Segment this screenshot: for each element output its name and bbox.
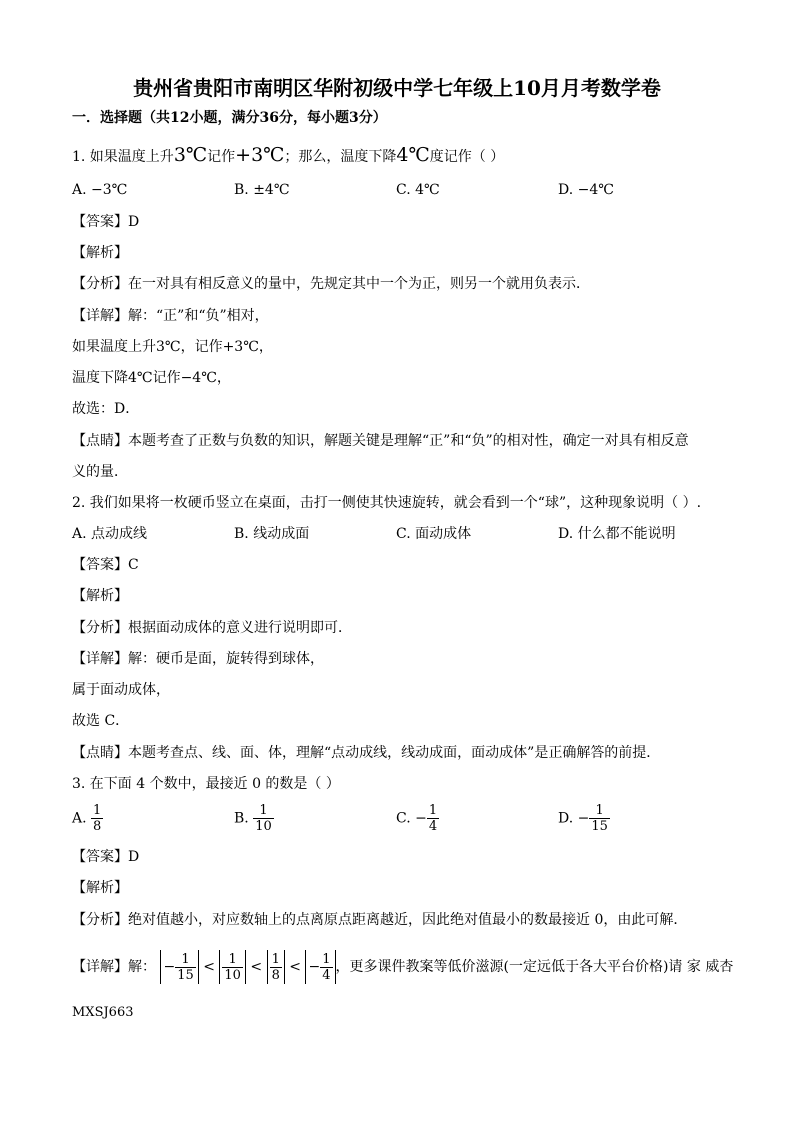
q1-option-d: D. −4℃ (558, 182, 614, 198)
q2-answer: 【答案】C (72, 557, 139, 573)
absolute-value: − $\frac{1}{4}$ (305, 950, 335, 984)
q1-detail-line-2: 如果温度上升3℃，记作+3℃， (72, 339, 273, 355)
q3-detail: 【详解】解： − $\frac{1}{15}$ < $\frac{1}{10}$ < $\frac{1}{8}$ < − $\frac{1}{4}$ ，更多课件教案等低价滋源(一定远低于各大平台价格)请 家 威杏 (72, 951, 734, 983)
question-3-stem: 3. 在下面 4 个数中，最接近 0 的数是（ ） (72, 776, 340, 792)
question-2-stem: 2. 我们如果将一枚硬币竖立在桌面，击打一侧使其快速旋转，就会看到一个“球”，这种现象说明（ ）. (72, 495, 702, 511)
fraction: $\frac{1}{4}$ (428, 803, 438, 834)
q2-option-a: A. 点动成线 (72, 526, 148, 542)
absolute-value: $\frac{1}{8}$ (267, 950, 285, 984)
absolute-value: $\frac{1}{10}$ (219, 950, 246, 984)
q3-option-a: A. $\frac{1}{8}$ (72, 803, 102, 834)
q1-comment: 【点睛】本题考查了正数与负数的知识，解题关键是理解“正”和“负”的相对性，确定一对具有相反意 (72, 433, 689, 449)
q3-option-d: D. − $\frac{1}{15}$ (558, 803, 608, 834)
q3-answer: 【答案】D (72, 849, 140, 865)
q2-detail-line-3: 故选 C． (72, 713, 130, 729)
q2-detail: 【详解】解：硬币是面，旋转得到球体， (72, 651, 324, 667)
fraction: $\frac{1}{15}$ (591, 803, 608, 834)
q3-option-c: C. − $\frac{1}{4}$ (396, 803, 438, 834)
q2-option-d: D. 什么都不能说明 (558, 526, 676, 542)
footer-code: MXSJ663 (72, 1005, 134, 1020)
fraction: $\frac{1}{10}$ (255, 803, 272, 834)
document-title: 贵州省贵阳市南明区华附初级中学七年级上10月月考数学卷 (133, 76, 661, 100)
q1-option-c: C. 4℃ (396, 182, 440, 198)
q1-option-a: A. −3℃ (72, 182, 128, 198)
q1-detail-line-3: 温度下降4℃记作−4℃， (72, 370, 231, 386)
q2-detail-line-2: 属于面动成体， (72, 682, 170, 698)
fraction: $\frac{1}{8}$ (93, 803, 102, 834)
q1-detail: 【详解】解：“正”和“负”相对， (72, 308, 269, 324)
absolute-value: − $\frac{1}{15}$ (160, 950, 198, 984)
q1-answer: 【答案】D (72, 214, 140, 230)
q1-jiexi: 【解析】 (72, 245, 128, 261)
q1-detail-line-4: 故选：D． (72, 401, 140, 417)
question-1-stem: 1. 如果温度上升3℃记作+3℃；那么，温度下降4℃度记作（ ） (72, 144, 505, 166)
q2-comment: 【点睛】本题考查点、线、面、体，理解“点动成线，线动成面，面动成体”是正确解答的前提． (72, 745, 661, 761)
q1-analysis: 【分析】在一对具有相反意义的量中，先规定其中一个为正，则另一个就用负表示． (72, 276, 590, 292)
section-heading: 一．选择题（共12小题，满分36分，每小题3分） (72, 110, 387, 126)
q3-jiexi: 【解析】 (72, 880, 128, 896)
q2-option-c: C. 面动成体 (396, 526, 472, 542)
q2-analysis: 【分析】根据面动成体的意义进行说明即可． (72, 620, 352, 636)
q2-option-b: B. 线动成面 (234, 526, 310, 542)
q1-option-b: B. ±4℃ (234, 182, 290, 198)
q2-jiexi: 【解析】 (72, 588, 128, 604)
q3-analysis: 【分析】绝对值越小，对应数轴上的点离原点距离越近，因此绝对值最小的数最接近 0，由此可解． (72, 912, 688, 928)
q3-option-b: B. $\frac{1}{10}$ (234, 803, 272, 834)
q1-comment-line-2: 义的量． (72, 464, 128, 480)
